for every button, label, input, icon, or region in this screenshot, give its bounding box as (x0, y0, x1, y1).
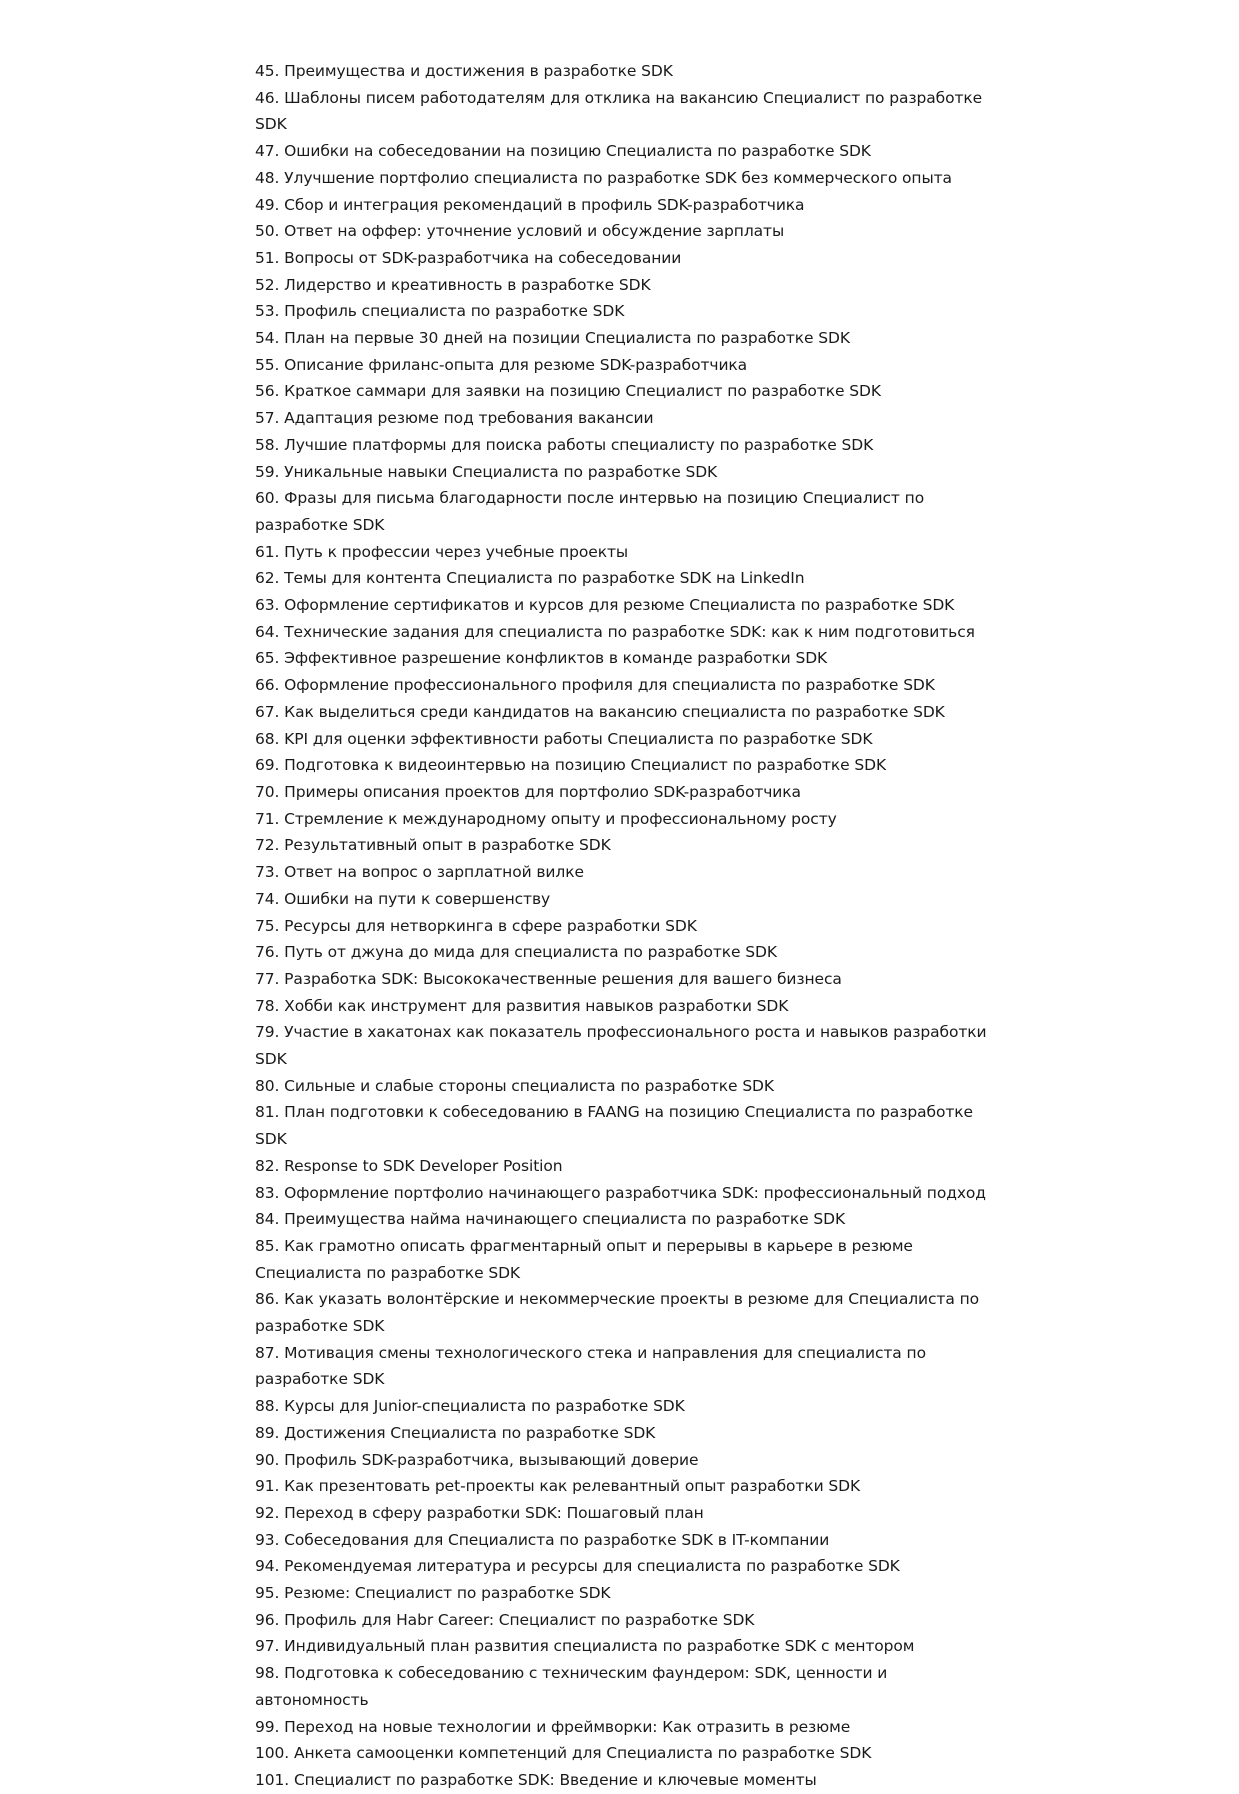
list-item: 52. Лидерство и креативность в разработке SDK (255, 275, 651, 294)
list-item: 47. Ошибки на собеседовании на позицию Специалиста по разработке SDK (255, 142, 871, 161)
list-item: 91. Как презентовать pet-проекты как релевантный опыт разработки SDK (255, 1477, 861, 1496)
list-item: 78. Хобби как инструмент для развития навыков разработки SDK (255, 996, 789, 1015)
list-item: 67. Как выделиться среди кандидатов на вакансию специалиста по разработке SDK (255, 702, 945, 721)
list-item: 85. Как грамотно описать фрагментарный опыт и перерывы в карьере в резюме Специалиста по разработке SDK (255, 1236, 913, 1282)
list-item: 75. Ресурсы для нетворкинга в сфере разработки SDK (255, 916, 697, 935)
list-item: 61. Путь к профессии через учебные проекты (255, 542, 629, 561)
list-item: 70. Примеры описания проектов для портфолио SDK-разработчика (255, 782, 801, 801)
list-item: 45. Преимущества и достижения в разработке SDK (255, 62, 673, 80)
list-item: 86. Как указать волонтёрские и некоммерческие проекты в резюме для Специалиста по разработке SDK (255, 1290, 979, 1336)
list-item: 100. Анкета самооценки компетенций для Специалиста по разработке SDK (255, 1744, 872, 1763)
list-item: 51. Вопросы от SDK-разработчика на собеседовании (255, 248, 682, 267)
list-item: 92. Переход в сферу разработки SDK: Пошаговый план (255, 1503, 704, 1522)
list-item: 97. Индивидуальный план развития специалиста по разработке SDK с ментором (255, 1637, 915, 1656)
list-item: 82. Response to SDK Developer Position (255, 1156, 563, 1175)
list-item: 63. Оформление сертификатов и курсов для резюме Специалиста по разработке SDK (255, 596, 955, 615)
list-item: 74. Ошибки на пути к совершенству (255, 889, 551, 908)
list-item: 96. Профиль для Habr Career: Специалист по разработке SDK (255, 1610, 755, 1629)
list-item: 101. Специалист по разработке SDK: Введение и ключевые моменты (255, 1771, 817, 1789)
list-item: 88. Курсы для Junior-специалиста по разработке SDK (255, 1397, 685, 1416)
list-item: 87. Мотивация смены технологического стека и направления для специалиста по разработке SDK (255, 1343, 926, 1389)
list-item: 46. Шаблоны писем работодателям для отклика на вакансию Специалист по разработке SDK (255, 88, 983, 134)
list-item: 77. Разработка SDK: Высококачественные решения для вашего бизнеса (255, 969, 842, 988)
list-item: 89. Достижения Специалиста по разработке SDK (255, 1423, 656, 1442)
list-item: 83. Оформление портфолио начинающего разработчика SDK: профессиональный подход (255, 1183, 986, 1202)
list-item: 60. Фразы для письма благодарности после интервью на позицию Специалист по разработке SDK (255, 489, 925, 534)
list-item: 64. Технические задания для специалиста по разработке SDK: как к ним подготовиться (255, 622, 975, 641)
list-item: 53. Профиль специалиста по разработке SDK (255, 302, 625, 321)
list-item: 62. Темы для контента Специалиста по разработке SDK на LinkedIn (255, 569, 805, 588)
list-item: 59. Уникальные навыки Специалиста по разработке SDK (255, 462, 718, 481)
list-item: 93. Собеседования для Специалиста по разработке SDK в IT-компании (255, 1530, 830, 1549)
list-item: 50. Ответ на оффер: уточнение условий и обсуждение зарплаты (255, 222, 785, 241)
list-item: 80. Сильные и слабые стороны специалиста по разработке SDK (255, 1076, 774, 1095)
list-item: 56. Краткое саммари для заявки на позицию Специалист по разработке SDK (255, 382, 881, 401)
list-item: 71. Стремление к международному опыту и профессиональному росту (255, 809, 837, 828)
list-item: 81. План подготовки к собеседованию в FAANG на позицию Специалиста по разработке SDK (255, 1103, 973, 1149)
list-item: 95. Резюме: Специалист по разработке SDK (255, 1584, 611, 1603)
list-item: 90. Профиль SDK-разработчика, вызывающий доверие (255, 1450, 699, 1469)
topic-list (255, 58, 995, 1794)
list-item: 57. Адаптация резюме под требования вакансии (255, 409, 654, 428)
list-item: 79. Участие в хакатонах как показатель профессионального роста и навыков разработки SDK (255, 1023, 987, 1069)
list-item: 65. Эффективное разрешение конфликтов в команде разработки SDK (255, 649, 828, 668)
list-item: 49. Сбор и интеграция рекомендаций в профиль SDK-разработчика (255, 195, 805, 214)
list-item: 94. Рекомендуемая литература и ресурсы для специалиста по разработке SDK (255, 1557, 900, 1576)
list-item: 99. Переход на новые технологии и фреймворки: Как отразить в резюме (255, 1717, 851, 1736)
list-item: 48. Улучшение портфолио специалиста по разработке SDK без коммерческого опыта (255, 168, 952, 187)
list-item: 84. Преимущества найма начинающего специалиста по разработке SDK (255, 1210, 846, 1229)
list-item: 58. Лучшие платформы для поиска работы специалисту по разработке SDK (255, 435, 874, 454)
list-item: 54. План на первые 30 дней на позиции Специалиста по разработке SDK (255, 329, 850, 348)
list-item: 73. Ответ на вопрос о зарплатной вилке (255, 863, 584, 882)
list-item: 98. Подготовка к собеседованию с техническим фаундером: SDK, ценности и автономность (255, 1664, 888, 1709)
list-item: 76. Путь от джуна до мида для специалиста по разработке SDK (255, 943, 777, 962)
list-item: 69. Подготовка к видеоинтервью на позицию Специалист по разработке SDK (255, 756, 887, 775)
list-item: 68. KPI для оценки эффективности работы Специалиста по разработке SDK (255, 729, 873, 748)
list-item: 72. Результативный опыт в разработке SDK (255, 836, 611, 855)
list-item: 66. Оформление профессионального профиля для специалиста по разработке SDK (255, 676, 935, 695)
list-item: 55. Описание фриланс-опыта для резюме SDK-разработчика (255, 355, 748, 374)
